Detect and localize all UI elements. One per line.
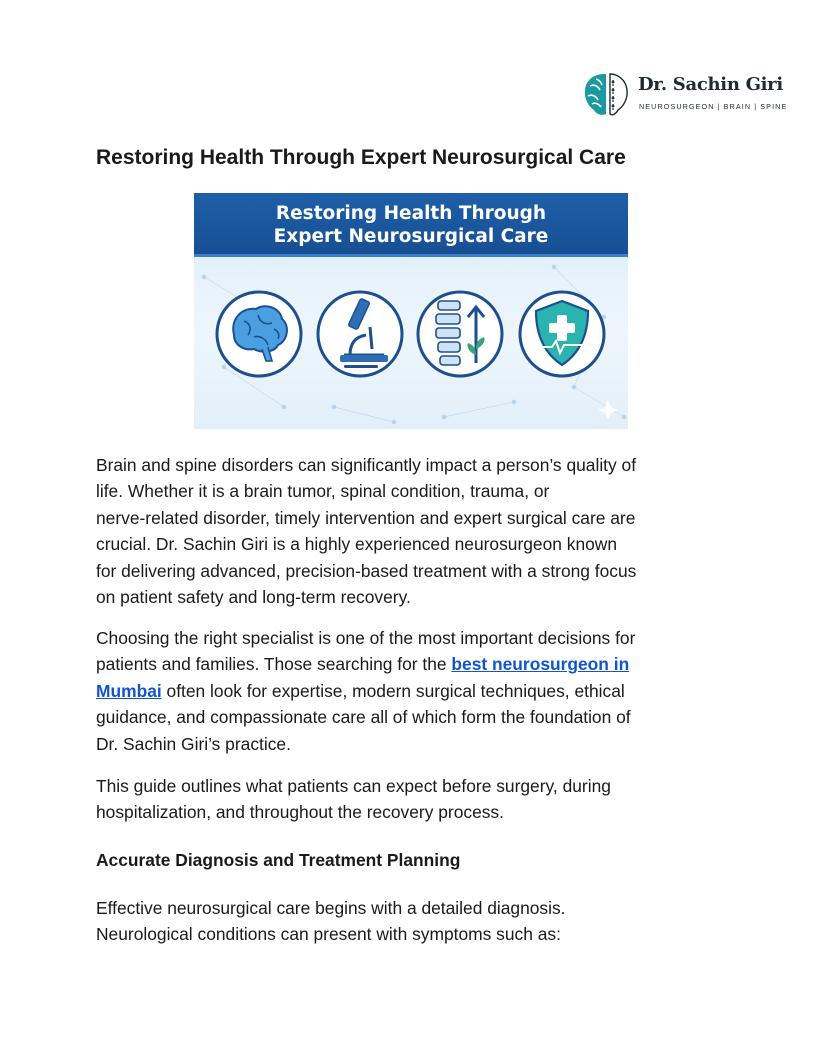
best-neurosurgeon-link[interactable]: best neurosurgeon in (451, 654, 630, 675)
text-line: This guide outlines what patients can expect before surgery, during (96, 776, 611, 796)
text-segment: often look for expertise, modern surgical techniques, ethical (161, 680, 625, 701)
banner-illustration (194, 257, 628, 429)
text-line (96, 651, 726, 677)
brand-logo (582, 70, 788, 120)
intro-paragraph (96, 452, 726, 610)
text-line: Effective neurosurgical care begins with a detailed diagnosis. (96, 898, 566, 918)
text-line (96, 678, 726, 704)
text-line: for delivering advanced, precision-based treatment with a strong focus (96, 560, 637, 581)
brain-logo-icon (582, 70, 636, 120)
diagnosis-paragraph (96, 895, 726, 948)
text-line: hospitalization, and throughout the recovery process. (96, 802, 504, 823)
logo-tagline: NEUROSURGEON | BRAIN | SPINE (639, 102, 788, 111)
text-line: nerve-related disorder, timely intervention and expert surgical care are (96, 507, 636, 528)
brain-icon (217, 292, 301, 376)
hero-banner (194, 193, 628, 429)
specialist-paragraph (96, 625, 726, 757)
text-line: Dr. Sachin Giri’s practice. (96, 733, 291, 754)
mumbai-link[interactable]: Mumbai (96, 680, 162, 701)
text-line: crucial. Dr. Sachin Giri is a highly experienced neurosurgeon known (96, 534, 618, 555)
microscope-icon (318, 292, 402, 376)
shield-cross-icon (520, 292, 604, 376)
spine-icon (418, 292, 502, 376)
text-line: Choosing the right specialist is one of the most important decisions for (96, 628, 636, 648)
guide-paragraph (96, 773, 726, 826)
text-line: Brain and spine disorders can significantly impact a person’s quality of (96, 455, 637, 475)
banner-title-line-1: Restoring Health Through (275, 203, 547, 224)
text-line: life. Whether it is a brain tumor, spinal condition, trauma, or (96, 481, 550, 502)
banner-title-line-2: Expert Neurosurgical Care (273, 226, 549, 247)
logo-name: Dr. Sachin Giri (638, 74, 783, 95)
text-segment: patients and families. Those searching for the (96, 654, 452, 675)
banner-header (194, 193, 628, 257)
page-title: Restoring Health Through Expert Neurosurgical Care (96, 146, 626, 169)
section-heading: Accurate Diagnosis and Treatment Planning (96, 850, 461, 870)
text-line: on patient safety and long-term recovery. (96, 587, 411, 608)
text-line: Neurological conditions can present with symptoms such as: (96, 924, 561, 945)
text-line: guidance, and compassionate care all of which form the foundation of (96, 707, 631, 728)
